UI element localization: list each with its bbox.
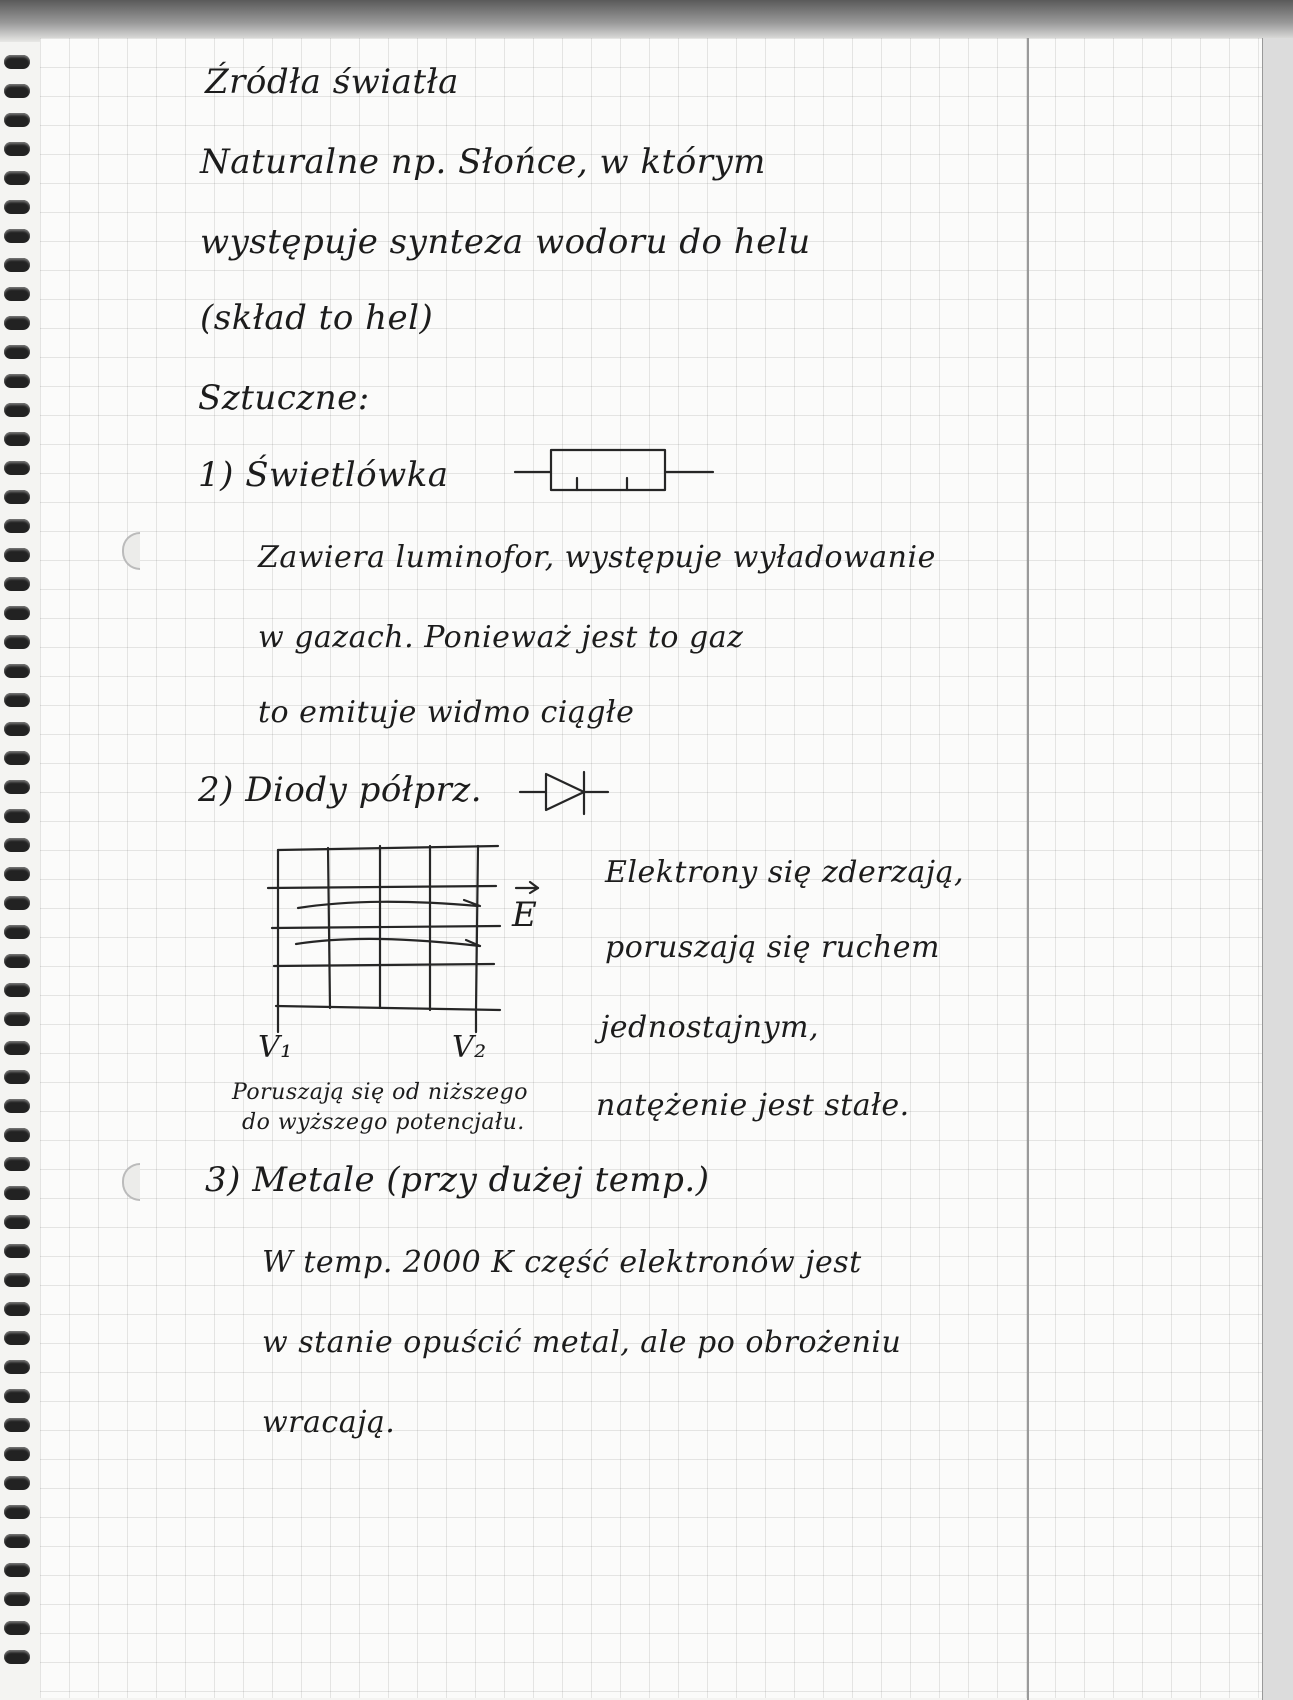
binding-ring (4, 606, 30, 620)
item1-line-1: Zawiera luminofor, występuje wyładowanie (258, 540, 936, 575)
binding-ring (4, 751, 30, 765)
item3-line-2: w stanie opuścić metal, ale po obrożeniu (262, 1325, 902, 1360)
semiconductor-lattice-sketch (268, 840, 568, 1030)
binding-ring (4, 142, 30, 156)
binding-ring (4, 1157, 30, 1171)
binding-ring (4, 287, 30, 301)
binding-ring (4, 1128, 30, 1142)
page-edge-strip (1262, 38, 1293, 1700)
spiral-binding (0, 55, 34, 1685)
binding-ring (4, 1650, 30, 1664)
item1-heading: 1) Świetlówka (198, 455, 449, 495)
binding-ring (4, 1186, 30, 1200)
natural-line-1: Naturalne np. Słońce, w którym (200, 142, 766, 182)
binding-ring (4, 113, 30, 127)
binding-ring (4, 838, 30, 852)
binding-ring (4, 1360, 30, 1374)
binding-ring (4, 258, 30, 272)
fluorescent-lamp-symbol (515, 440, 715, 490)
natural-line-2: występuje synteza wodoru do helu (200, 222, 811, 262)
binding-ring (4, 1418, 30, 1432)
binding-ring (4, 519, 30, 533)
binding-ring (4, 1563, 30, 1577)
binding-ring (4, 1012, 30, 1026)
field-vector-arrow (514, 880, 544, 894)
item2-desc-1: Elektrony się zderzają, (605, 855, 964, 890)
artificial-heading: Sztuczne: (198, 378, 370, 418)
binding-ring (4, 316, 30, 330)
item1-line-3: to emituje widmo ciągłe (258, 695, 635, 730)
binding-ring (4, 84, 30, 98)
item2-intensity: natężenie jest stałe. (596, 1088, 910, 1123)
binding-ring (4, 1447, 30, 1461)
binding-ring (4, 664, 30, 678)
binding-ring (4, 983, 30, 997)
diode-symbol (520, 768, 610, 818)
binding-ring (4, 693, 30, 707)
voltage-v2-label: V₂ (452, 1030, 487, 1065)
binding-ring (4, 722, 30, 736)
binding-ring (4, 55, 30, 69)
binding-ring (4, 1389, 30, 1403)
binding-ring (4, 780, 30, 794)
binding-ring (4, 896, 30, 910)
item2-heading: 2) Diody półprz. (198, 770, 483, 810)
binding-ring (4, 1215, 30, 1229)
binding-ring (4, 1273, 30, 1287)
item1-line-2: w gazach. Ponieważ jest to gaz (258, 620, 744, 655)
item2-movement-line-1: Poruszają się od niższego (232, 1080, 528, 1105)
binding-ring (4, 1534, 30, 1548)
binding-ring (4, 200, 30, 214)
item2-desc-2: poruszają się ruchem (605, 930, 941, 965)
binding-ring (4, 403, 30, 417)
binding-ring (4, 461, 30, 475)
binding-ring (4, 1476, 30, 1490)
binding-ring (4, 490, 30, 504)
natural-line-3: (skład to hel) (200, 298, 434, 338)
binding-ring (4, 374, 30, 388)
voltage-v1-label: V₁ (258, 1030, 293, 1065)
binding-ring (4, 432, 30, 446)
binding-ring (4, 1244, 30, 1258)
binding-ring (4, 1070, 30, 1084)
binding-ring (4, 925, 30, 939)
item3-heading: 3) Metale (przy dużej temp.) (205, 1160, 710, 1200)
binding-ring (4, 345, 30, 359)
binding-ring (4, 548, 30, 562)
binding-ring (4, 1331, 30, 1345)
binding-ring (4, 1041, 30, 1055)
binding-ring (4, 809, 30, 823)
binding-ring (4, 1621, 30, 1635)
electric-field-label: E (512, 895, 538, 935)
binding-ring (4, 1505, 30, 1519)
binding-ring (4, 635, 30, 649)
scan-top-edge (0, 0, 1293, 42)
item3-line-1: W temp. 2000 K część elektronów jest (262, 1245, 862, 1280)
margin-line (1027, 38, 1029, 1700)
item2-desc-3: jednostajnym, (600, 1010, 820, 1045)
binding-ring (4, 867, 30, 881)
binding-ring (4, 229, 30, 243)
binding-ring (4, 1099, 30, 1113)
item3-line-3: wracają. (262, 1405, 396, 1440)
binding-ring (4, 1302, 30, 1316)
binding-ring (4, 171, 30, 185)
binding-ring (4, 577, 30, 591)
item2-movement-line-2: do wyższego potencjału. (242, 1110, 525, 1135)
binding-ring (4, 954, 30, 968)
binding-ring (4, 1592, 30, 1606)
notes-title: Źródła światła (205, 62, 459, 102)
